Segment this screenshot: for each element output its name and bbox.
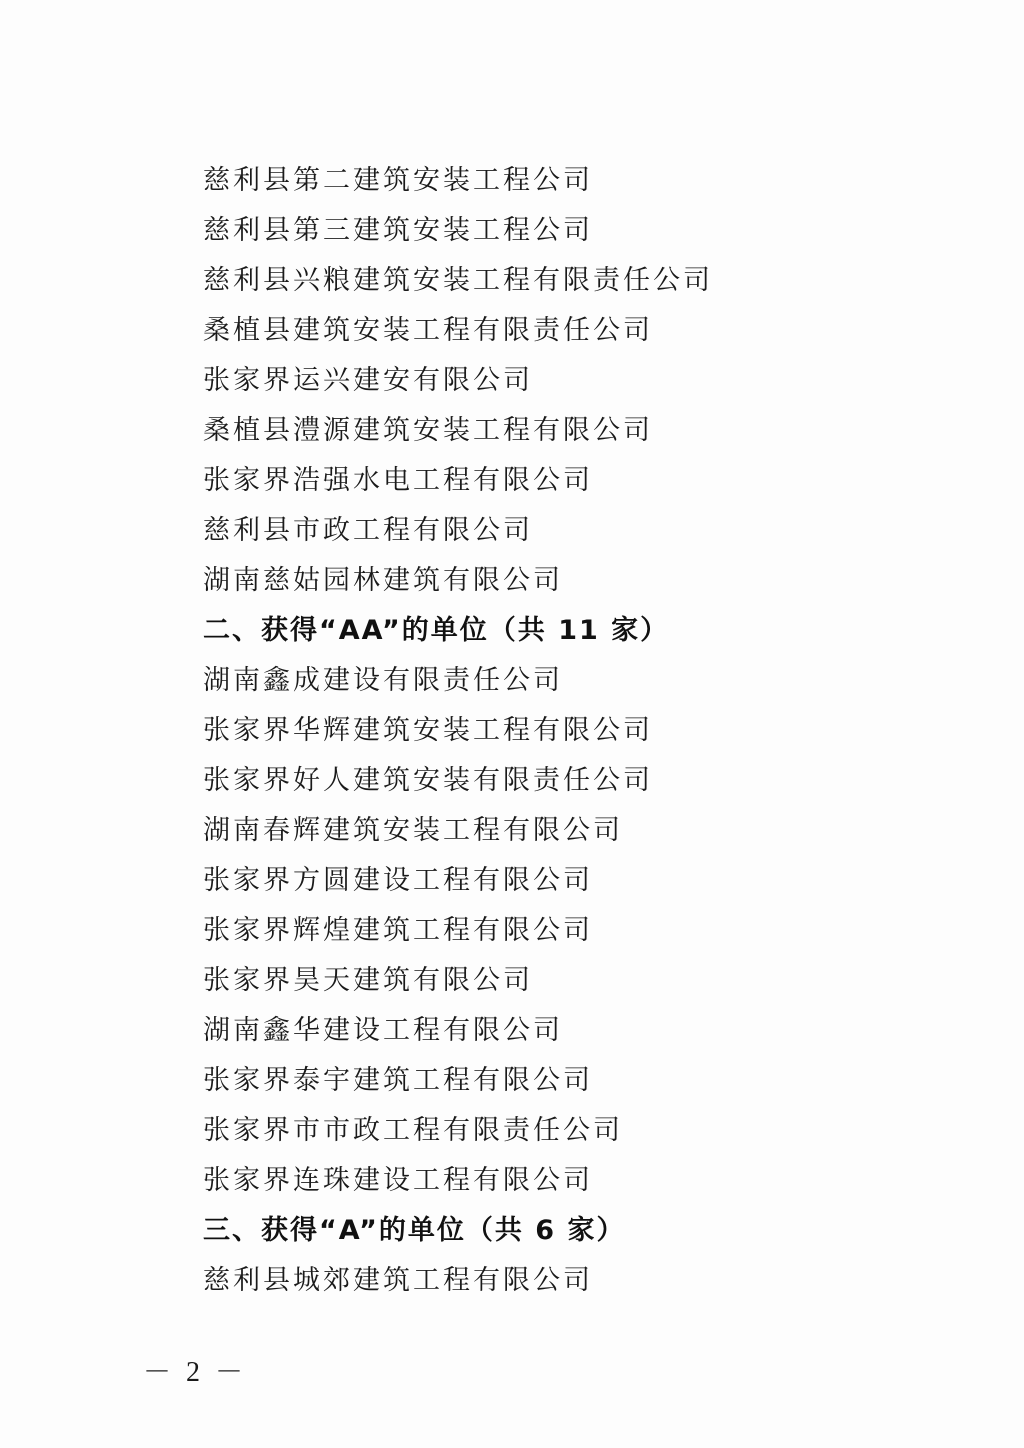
list-item: 湖南鑫华建设工程有限公司	[203, 1015, 563, 1046]
list-item: 慈利县市政工程有限公司	[203, 515, 533, 546]
list-item: 慈利县兴粮建筑安装工程有限责任公司	[203, 265, 713, 296]
list-item: 张家界市市政工程有限责任公司	[203, 1115, 623, 1146]
list-item: 张家界连珠建设工程有限公司	[203, 1165, 593, 1196]
list-item: 湖南鑫成建设有限责任公司	[203, 665, 563, 696]
list-item: 湖南春辉建筑安装工程有限公司	[203, 815, 623, 846]
list-item: 慈利县城郊建筑工程有限公司	[203, 1265, 593, 1296]
section-heading-aa: 二、获得“AA”的单位（共 11 家）	[203, 615, 670, 646]
list-item: 张家界好人建筑安装有限责任公司	[203, 765, 653, 796]
company-list	[203, 156, 963, 1306]
list-item: 慈利县第三建筑安装工程公司	[203, 215, 593, 246]
page-number: － 2 －	[143, 1357, 248, 1388]
list-item: 桑植县澧源建筑安装工程有限公司	[203, 415, 653, 446]
list-item: 张家界华辉建筑安装工程有限公司	[203, 715, 653, 746]
list-item: 张家界运兴建安有限公司	[203, 365, 533, 396]
list-item: 桑植县建筑安装工程有限责任公司	[203, 315, 653, 346]
list-item: 张家界泰宇建筑工程有限公司	[203, 1065, 593, 1096]
list-item: 张家界昊天建筑有限公司	[203, 965, 533, 996]
list-item: 湖南慈姑园林建筑有限公司	[203, 565, 563, 596]
list-item: 张家界方圆建设工程有限公司	[203, 865, 593, 896]
section-heading-a: 三、获得“A”的单位（共 6 家）	[203, 1215, 626, 1246]
list-item: 张家界浩强水电工程有限公司	[203, 465, 593, 496]
list-item: 张家界辉煌建筑工程有限公司	[203, 915, 593, 946]
list-item: 慈利县第二建筑安装工程公司	[203, 165, 593, 196]
